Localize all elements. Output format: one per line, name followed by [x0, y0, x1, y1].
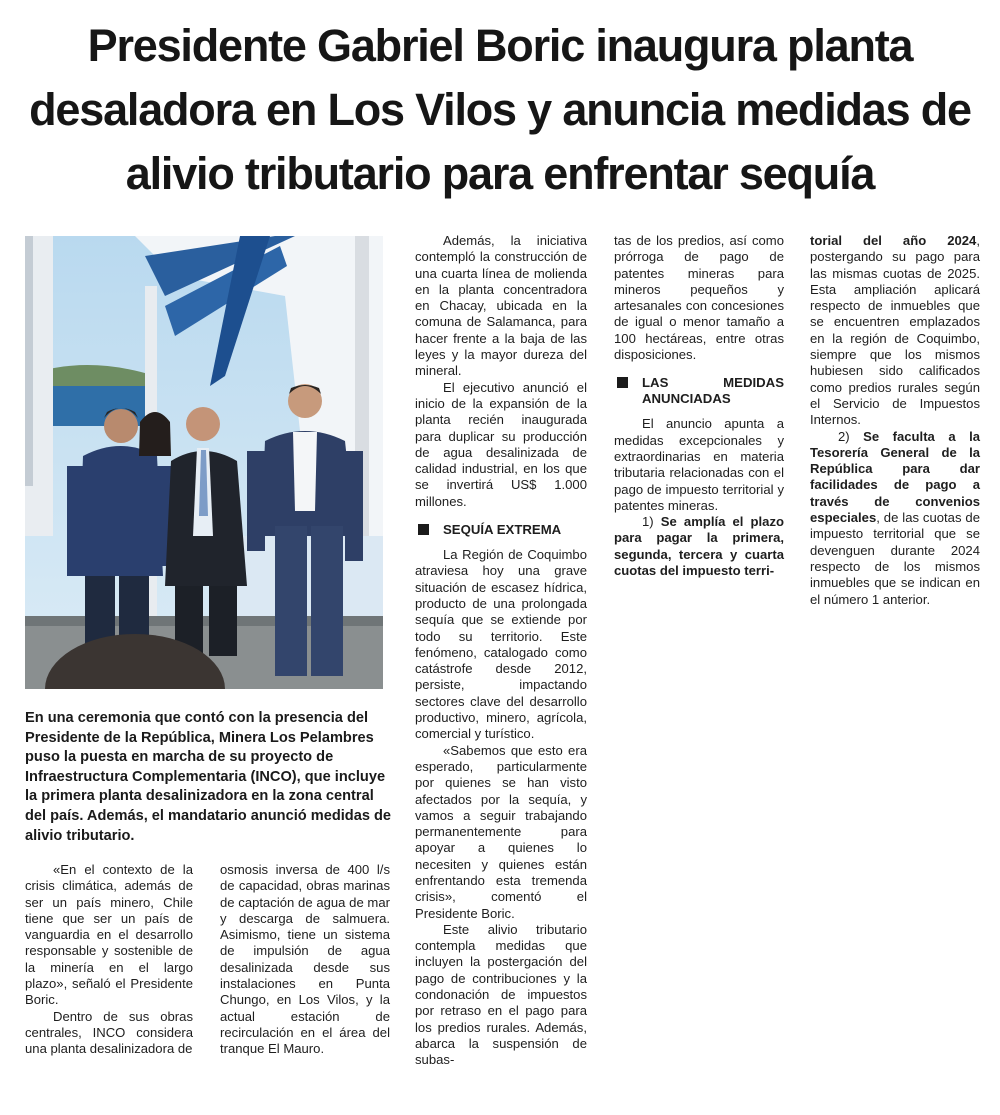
body-paragraph: La Región de Coquimbo atraviesa hoy una grave situación de escasez hídrica, producto de una prolongada sequía que se extiende por todo su territorio. Este fenómeno, catalogado como catástrofe desde 2012, persiste, impactando sectores clave del desarrollo productivo, minero, agrícola, comercial y turístico.: [415, 547, 587, 742]
body-paragraph: torial del año 2024, postergando su pago para las mismas cuotas de 2025. Esta ampliación aplicará respecto de inmuebles que se encuentren emplazados en la región de Coquimbo, siempre que los mismos hubiesen sido calificados como predios rurales según el Servicio de Impuestos Internos.: [810, 233, 980, 428]
headline: Presidente Gabriel Boric inaugura planta desaladora en Los Vilos y anuncia medidas de alivio tributario para enfrentar sequía: [29, 20, 971, 199]
body-paragraph: tas de los predios, así como prórroga de pago de patentes mineras para mineros pequeños y artesanales con concesiones de igual o menor tamaño a 100 hectáreas, entre otras disposiciones.: [614, 233, 784, 363]
body-paragraph: Además, la iniciativa contempló la construcción de una cuarta línea de molienda en la planta concentradora en Chacay, ubicada en la comuna de Salamanca, para hacer frente a la baja de las leyes y la mayor dureza del mineral.: [415, 233, 587, 379]
measure-2-paragraph: 2) Se faculta a la Tesorería General de la República para dar facilidades de pago a través de convenios especiales, de las cuotas de impuesto territorial que se devenguen durante 2024 respecto de los mismos inmuebles que se indican en el número 1 anterior.: [810, 428, 980, 607]
body-paragraph: osmosis inversa de 400 l/s de capacidad, obras marinas de captación de agua de mar y descarga de salmuera. Asimismo, tiene un sistema de impulsión de agua desalinizada desde sus instalaciones en Punta Chungo, en Los Vilos, y la actual estación de recirculación en el área del tranque El Mauro.: [220, 862, 390, 1057]
column-1: [25, 862, 193, 1058]
measure-1-paragraph: 1) Se amplía el plazo para pagar la primera, segunda, tercera y cuarta cuotas del impuesto terri-: [614, 514, 785, 579]
column-5: [810, 233, 980, 608]
column-3: [415, 233, 587, 1069]
body-paragraph: Dentro de sus obras centrales, INCO considera una planta desalinizadora de: [25, 1008, 193, 1057]
quote-paragraph: «En el contexto de la crisis climática, además de ser un país minero, Chile tiene que ser un país de vanguardia en el desarrollo responsable y sostenible de la minería en el largo plazo», señaló el Presidente Boric.: [25, 862, 193, 1008]
lead-paragraph: En una ceremonia que contó con la presencia del Presidente de la República, Minera Los Pelambres puso la puesta en marcha de su proyecto de Infraestructura Complementaria (INCO), que incluye la primera planta desalinizadora en la zona central del país. Además, el mandatario anunció medidas de alivio tributario.: [25, 710, 392, 844]
column-2: [220, 862, 390, 1058]
subheading: SEQUÍA EXTREMA: [415, 522, 587, 538]
body-paragraph: El ejecutivo anunció el inicio de la expansión de la planta recién inaugurada para duplicar su producción de agua desalinizada de calidad industrial, en los que se invertirá US$ 1.000 millones.: [415, 379, 587, 509]
subheading: LAS MEDIDAS ANUNCIADAS: [614, 375, 784, 407]
quote-paragraph: «Sabemos que esto era esperado, particularmente por quienes se han visto afectados por la sequía, y vamos a seguir trabajando permanentemente para apoyar a quienes lo necesiten y quienes están enfrentando esta tremenda crisis», comentó el Presidente Boric.: [415, 742, 587, 921]
news-photo: [25, 236, 383, 689]
bullet-square-icon: [418, 524, 429, 535]
bullet-square-icon: [617, 377, 628, 388]
body-paragraph: Este alivio tributario contempla medidas que incluyen la postergación del pago de contribuciones y la condonación de impuestos por retraso en el pago para los predios rurales. Además, abarca la suspensión de subas-: [415, 921, 587, 1068]
body-paragraph: El anuncio apunta a medidas excepcionales y extraordinarias en materia tributaria relacionadas con el pago de impuesto territorial y patentes mineras.: [614, 416, 784, 513]
column-4: [614, 233, 784, 579]
